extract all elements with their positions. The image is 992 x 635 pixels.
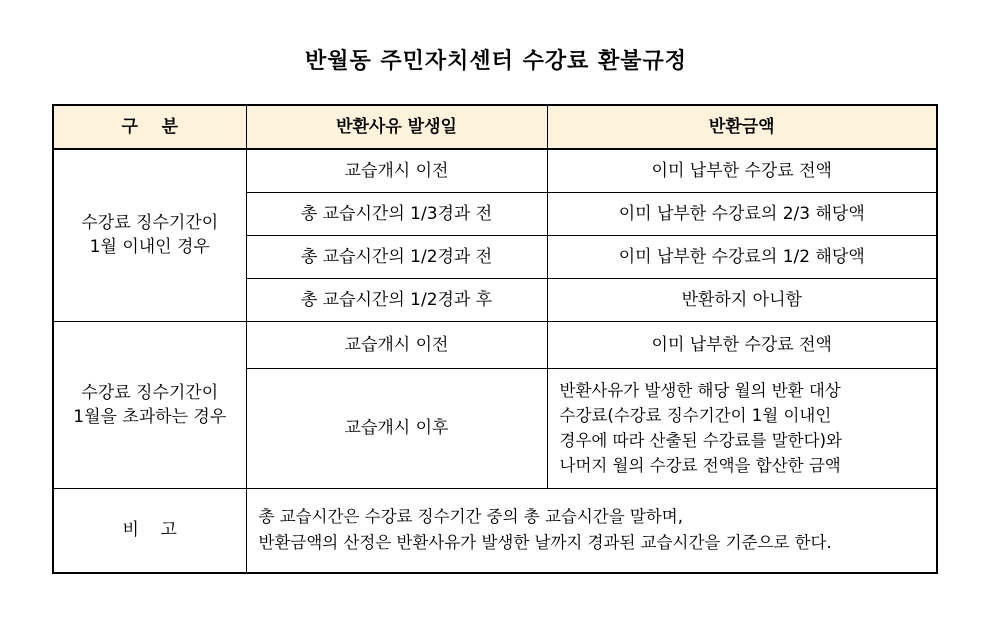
- group1-amount-cell: 이미 납부한 수강료의 2/3 해당액: [547, 192, 937, 235]
- remarks-row: [53, 488, 937, 573]
- group1-label-line2: 1월 이내인 경우: [89, 237, 210, 258]
- group1-label-line1: 수강료 징수기간이: [81, 213, 219, 234]
- group2-amount-cell: 이미 납부한 수강료 전액: [547, 321, 937, 368]
- page-title: 반월동 주민자치센터 수강료 환불규정: [304, 49, 687, 74]
- remarks-text: [246, 488, 937, 573]
- group1-amount-cell: 이미 납부한 수강료의 1/2 해당액: [547, 235, 937, 278]
- group2-reason-cell: 교습개시 이전: [246, 321, 547, 368]
- header-category: 구 분: [53, 105, 246, 149]
- group1-reason-cell: 총 교습시간의 1/3경과 전: [246, 192, 547, 235]
- group2-reason-cell: 교습개시 이후: [246, 368, 547, 488]
- group2-label-line2: 1월을 초과하는 경우: [73, 406, 227, 427]
- group1-label: [53, 149, 246, 321]
- group1-reason-cell: 총 교습시간의 1/2경과 후: [246, 278, 547, 321]
- table-row: [53, 321, 937, 368]
- group1-amount-cell: 이미 납부한 수강료 전액: [547, 149, 937, 192]
- amount-line: 나머지 월의 수강료 전액을 합산한 금액: [559, 456, 841, 475]
- refund-table: [52, 104, 938, 574]
- group2-amount-multiline-cell: [547, 368, 937, 488]
- table-header-row: [53, 105, 937, 149]
- group1-reason-cell: 총 교습시간의 1/2경과 전: [246, 235, 547, 278]
- header-amount: 반환금액: [547, 105, 937, 149]
- amount-line: 경우에 따라 산출된 수강료를 말한다)와: [559, 431, 842, 450]
- table-row: [53, 149, 937, 192]
- group1-reason-cell: 교습개시 이전: [246, 149, 547, 192]
- amount-line: 수강료(수강료 징수기간이 1월 이내인: [559, 406, 832, 425]
- amount-line: 반환사유가 발생한 해당 월의 반환 대상: [559, 381, 841, 400]
- group1-amount-cell: 반환하지 아니함: [547, 278, 937, 321]
- group2-label: [53, 321, 246, 488]
- header-reason: 반환사유 발생일: [246, 105, 547, 149]
- remarks-line1: 총 교습시간은 수강료 징수기간 중의 총 교습시간을 말하며,: [258, 507, 683, 527]
- group2-label-line1: 수강료 징수기간이: [81, 382, 219, 403]
- remarks-label: 비 고: [53, 488, 246, 573]
- remarks-line2: 반환금액의 산정은 반환사유가 발생한 날까지 경과된 교습시간을 기준으로 한다.: [258, 533, 832, 553]
